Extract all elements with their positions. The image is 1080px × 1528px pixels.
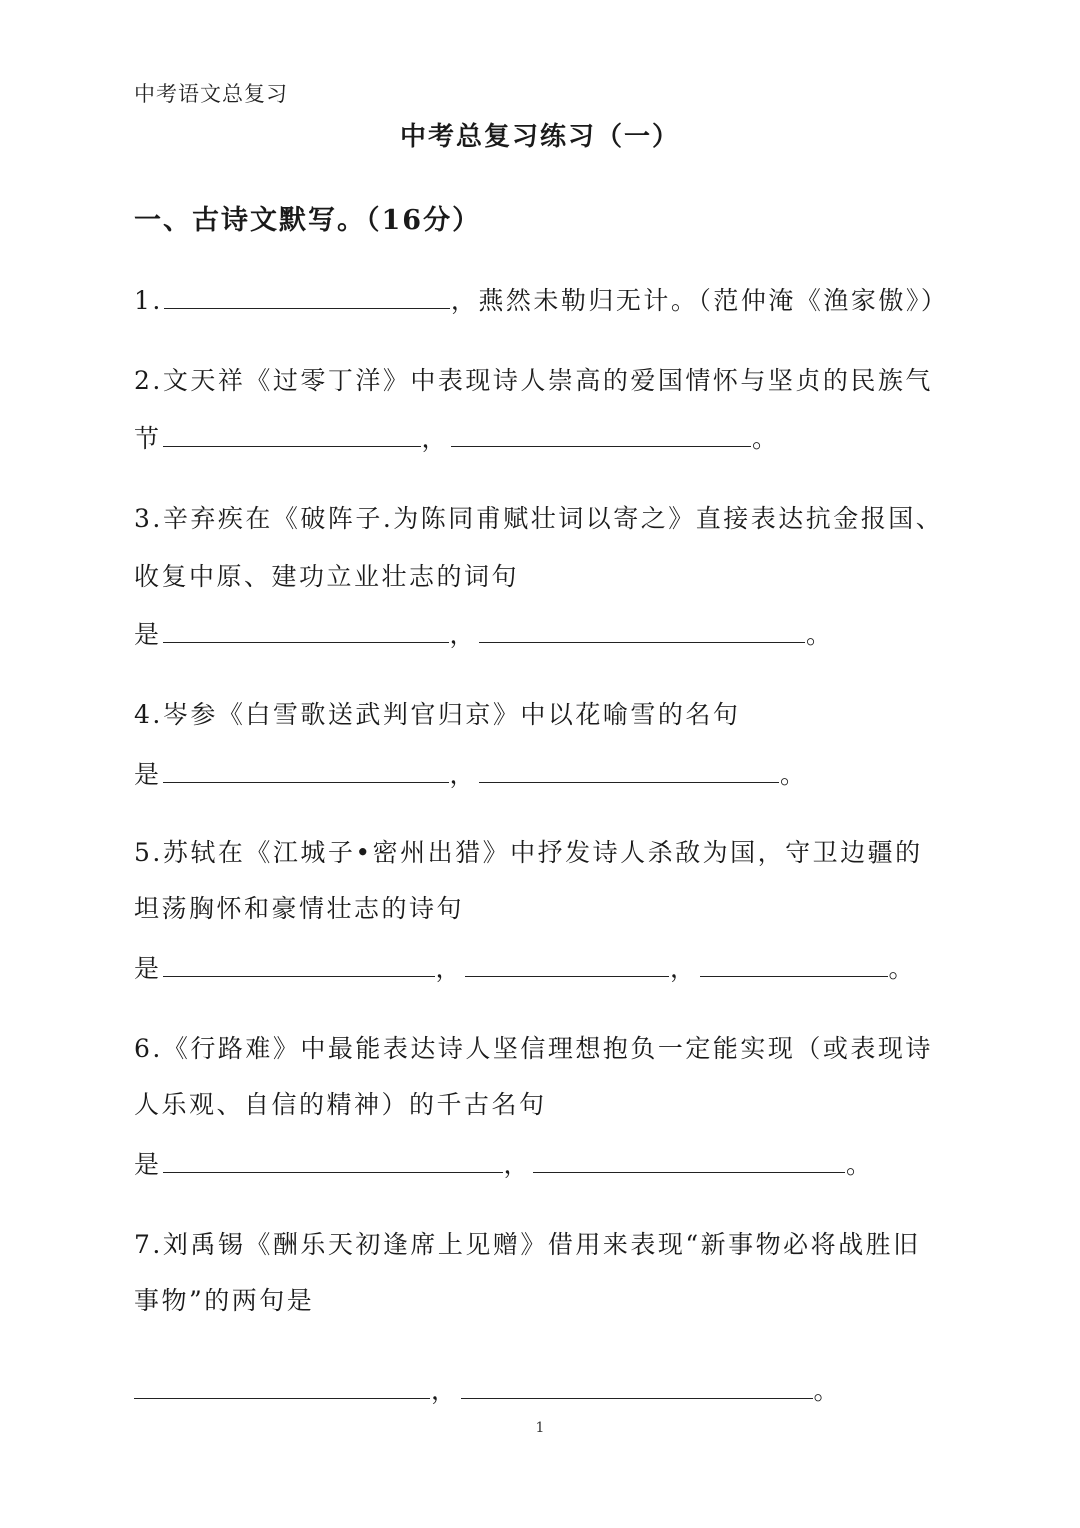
question-5-answer-line <box>134 950 916 986</box>
period: 。 <box>888 954 917 983</box>
question-6-answer-line <box>134 1146 874 1182</box>
period: 。 <box>846 1150 874 1179</box>
comma: ， <box>503 1150 532 1179</box>
question-4-text: 4.岑参《白雪歌送武判官归京》中以花喻雪的名句 <box>134 700 741 729</box>
question-2-answer-line <box>134 420 780 456</box>
answer-blank[interactable] <box>479 616 805 643</box>
question-7-text: 7.刘禹锡《酬乐天初逢席上见赠》借用来表现“新事物必将战胜旧 <box>134 1230 921 1259</box>
question-3-answer-line <box>134 616 834 652</box>
question-4-answer-line <box>134 756 808 792</box>
period: 。 <box>806 620 834 649</box>
period: 。 <box>780 760 808 789</box>
comma: ， <box>431 1376 459 1405</box>
answer-blank[interactable] <box>163 756 449 783</box>
section-heading: 一、古诗文默写。（16分） <box>134 205 482 236</box>
answer-blank[interactable] <box>163 420 421 447</box>
question-6-text: 6.《行路难》中最能表达诗人坚信理想抱负一定能实现（或表现诗 <box>134 1034 933 1063</box>
question-3-prefix: 是 <box>134 620 162 649</box>
answer-blank[interactable] <box>163 1146 503 1173</box>
comma: ， <box>670 954 698 983</box>
answer-blank[interactable] <box>700 950 888 977</box>
comma: ， <box>449 760 478 789</box>
question-5-text: 5.苏轼在《江城子•密州出猎》中抒发诗人杀敌为国，守卫边疆的 <box>134 838 923 867</box>
period: 。 <box>752 424 780 453</box>
question-6-prefix: 是 <box>134 1150 162 1179</box>
answer-blank[interactable] <box>451 420 751 447</box>
question-2-text: 2.文天祥《过零丁洋》中表现诗人崇高的爱国情怀与坚贞的民族气 <box>134 366 933 395</box>
page-title: 中考总复习练习（一） <box>399 122 680 152</box>
period: 。 <box>813 1376 842 1405</box>
comma: ， <box>449 620 478 649</box>
answer-blank[interactable] <box>163 950 435 977</box>
question-1-number: 1. <box>134 286 163 315</box>
answer-blank[interactable] <box>461 1372 813 1399</box>
page-number: 1 <box>535 1420 545 1436</box>
question-2-prefix: 节 <box>134 424 162 453</box>
answer-blank[interactable] <box>533 1146 845 1173</box>
question-1-suffix: ，燕然未勒归无计。（范仲淹《渔家傲》） <box>450 286 949 315</box>
question-5-prefix: 是 <box>134 954 162 983</box>
answer-blank[interactable] <box>163 616 449 643</box>
running-header: 中考语文总复习 <box>134 82 288 106</box>
answer-blank[interactable] <box>479 756 779 783</box>
question-1 <box>134 282 948 318</box>
question-5-text-2: 坦荡胸怀和豪情壮志的诗句 <box>134 894 465 923</box>
question-3-text-2: 收复中原、建功立业壮志的词句 <box>134 562 520 591</box>
answer-blank[interactable] <box>134 1372 430 1399</box>
question-3-text: 3.辛弃疾在《破阵子.为陈同甫赋壮词以寄之》直接表达抗金报国、 <box>134 504 944 533</box>
comma: ， <box>421 424 450 453</box>
question-7-text-2: 事物”的两句是 <box>134 1286 315 1315</box>
question-6-text-2: 人乐观、自信的精神）的千古名句 <box>134 1090 547 1119</box>
comma: ， <box>435 954 464 983</box>
question-7-answer-line <box>134 1372 841 1408</box>
answer-blank[interactable] <box>164 282 450 309</box>
question-4-prefix: 是 <box>134 760 162 789</box>
answer-blank[interactable] <box>465 950 669 977</box>
